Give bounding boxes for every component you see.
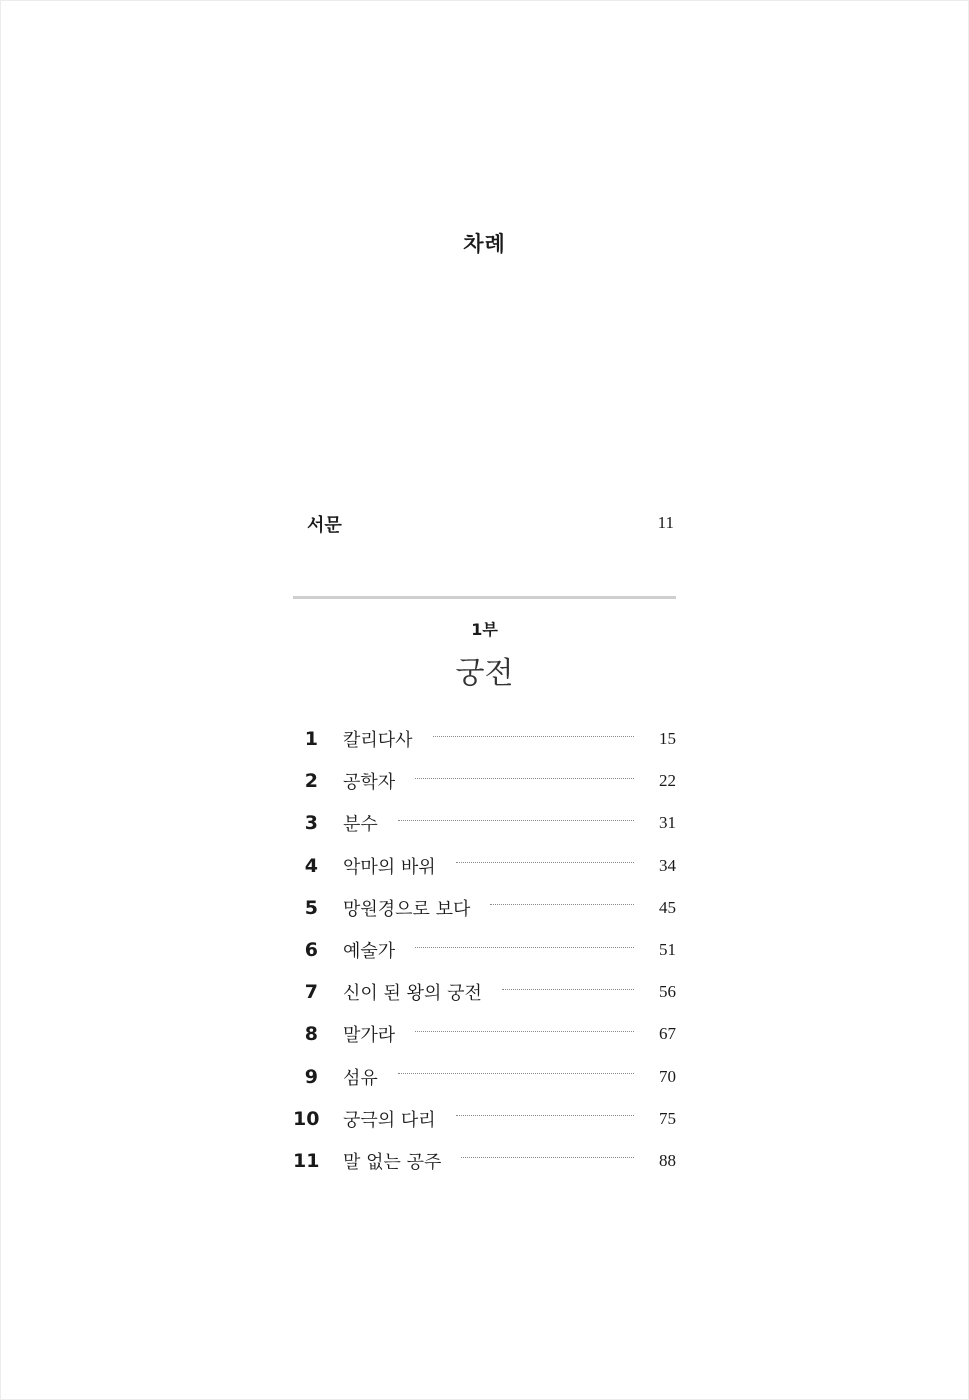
chapter-page-number: 22 bbox=[659, 771, 676, 791]
chapter-number: 3 bbox=[304, 812, 318, 835]
chapter-title: 말 없는 공주 bbox=[343, 1151, 442, 1173]
chapter-entry[interactable] bbox=[293, 887, 676, 929]
chapter-title: 말가라 bbox=[343, 1025, 396, 1047]
dot-leader bbox=[433, 736, 634, 737]
dot-leader bbox=[415, 778, 634, 779]
chapter-page-number: 15 bbox=[659, 729, 676, 749]
chapter-title: 칼리다사 bbox=[343, 730, 413, 752]
chapter-number: 8 bbox=[304, 1023, 318, 1046]
chapter-entry[interactable] bbox=[293, 1056, 676, 1098]
part-divider bbox=[293, 596, 676, 599]
chapter-list bbox=[293, 718, 676, 1182]
chapter-number: 4 bbox=[304, 854, 318, 877]
part-number: 1부 bbox=[471, 620, 498, 639]
dot-leader bbox=[456, 862, 634, 863]
dot-leader bbox=[461, 1157, 634, 1158]
chapter-number: 9 bbox=[304, 1065, 318, 1088]
preface-label: 서문 bbox=[307, 515, 342, 536]
dot-leader bbox=[456, 1115, 634, 1116]
chapter-title: 신이 된 왕의 궁전 bbox=[343, 983, 482, 1005]
part-title: 궁전 bbox=[455, 656, 514, 691]
chapter-page-number: 70 bbox=[659, 1066, 676, 1086]
chapter-entry[interactable] bbox=[293, 1098, 676, 1140]
chapter-entry[interactable] bbox=[293, 718, 676, 760]
chapter-title: 공학자 bbox=[343, 772, 396, 794]
dot-leader bbox=[502, 989, 634, 990]
chapter-page-number: 45 bbox=[659, 897, 676, 917]
chapter-page-number: 34 bbox=[659, 855, 676, 875]
chapter-title: 망원경으로 보다 bbox=[343, 898, 471, 920]
chapter-page-number: 31 bbox=[659, 813, 676, 833]
chapter-number: 1 bbox=[304, 728, 318, 751]
chapter-page-number: 56 bbox=[659, 982, 676, 1002]
toc-title: 차례 bbox=[463, 232, 506, 256]
chapter-number: 10 bbox=[293, 1107, 320, 1130]
chapter-entry[interactable] bbox=[293, 845, 676, 887]
chapter-page-number: 75 bbox=[659, 1108, 676, 1128]
chapter-number: 2 bbox=[304, 770, 318, 793]
chapter-number: 6 bbox=[304, 939, 318, 962]
chapter-entry[interactable] bbox=[293, 971, 676, 1013]
dot-leader bbox=[415, 947, 634, 948]
chapter-page-number: 51 bbox=[659, 940, 676, 960]
chapter-entry[interactable] bbox=[293, 1140, 676, 1182]
preface-page-number: 11 bbox=[657, 513, 674, 532]
preface-entry[interactable] bbox=[307, 511, 676, 539]
dot-leader bbox=[398, 1073, 634, 1074]
chapter-title: 분수 bbox=[343, 814, 378, 836]
chapter-title: 섬유 bbox=[343, 1067, 378, 1089]
chapter-entry[interactable] bbox=[293, 760, 676, 802]
chapter-page-number: 88 bbox=[659, 1150, 676, 1170]
chapter-title: 궁극의 다리 bbox=[343, 1109, 436, 1131]
dot-leader bbox=[415, 1031, 634, 1032]
chapter-number: 7 bbox=[304, 981, 318, 1004]
chapter-entry[interactable] bbox=[293, 929, 676, 971]
dot-leader bbox=[490, 904, 634, 905]
chapter-entry[interactable] bbox=[293, 1013, 676, 1055]
dot-leader bbox=[398, 820, 634, 821]
chapter-page-number: 67 bbox=[659, 1024, 676, 1044]
chapter-title: 예술가 bbox=[343, 941, 396, 963]
chapter-number: 11 bbox=[293, 1149, 320, 1172]
chapter-title: 악마의 바위 bbox=[343, 856, 436, 878]
chapter-number: 5 bbox=[304, 896, 318, 919]
chapter-entry[interactable] bbox=[293, 802, 676, 844]
